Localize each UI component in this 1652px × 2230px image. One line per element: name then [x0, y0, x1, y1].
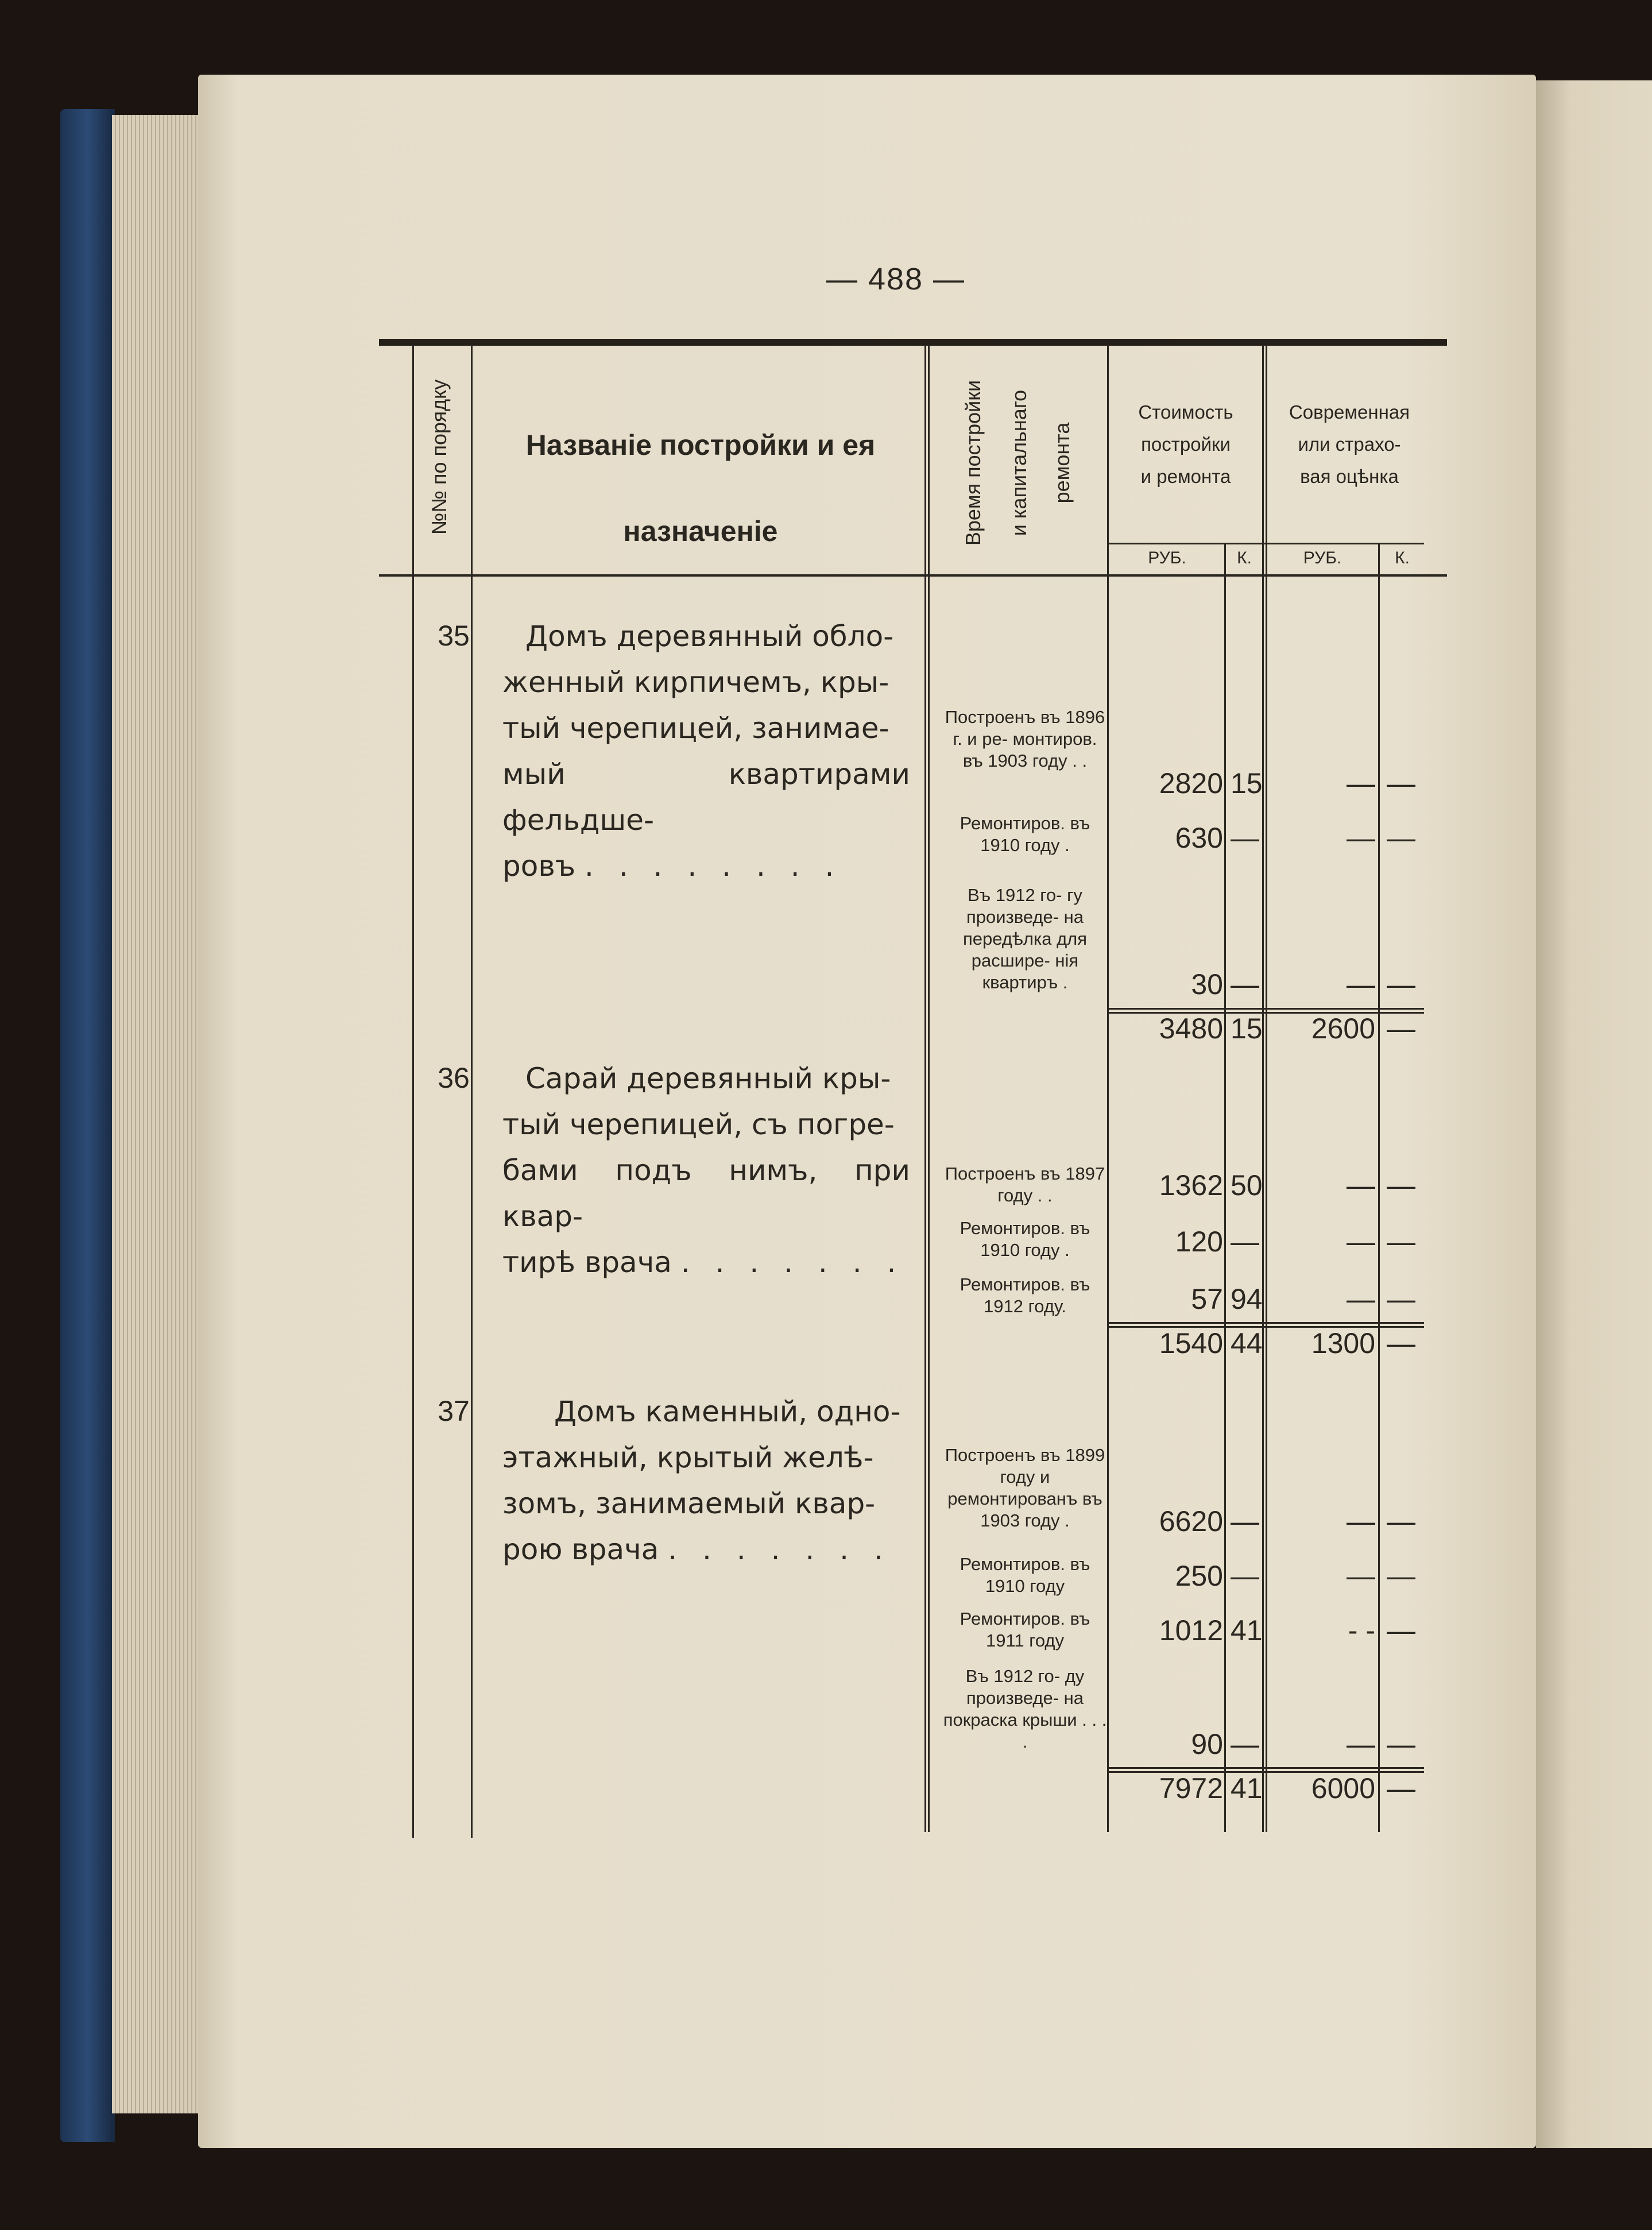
total-insurance-kop: —: [1387, 1772, 1415, 1804]
time-note: Въ 1912 го- ду произведе- на покраска крыши . . . .: [943, 1666, 1107, 1752]
insurance-rub: —: [1347, 968, 1375, 1000]
time-note: Построенъ въ 1899 году и ремонтированъ въ 1903 году .: [945, 1445, 1105, 1531]
time-note: Ремонтиров. въ 1910 году: [960, 1554, 1090, 1596]
insurance-kop: —: [1387, 1283, 1415, 1315]
header-time-line2: и капитальнаго: [1007, 389, 1031, 536]
column-line: [412, 345, 414, 1838]
cost-rub: 2820: [1159, 767, 1223, 799]
insurance-kop: —: [1387, 1728, 1415, 1760]
time-note: Ремонтиров. въ 1910 году .: [960, 813, 1090, 855]
header-bottom-rule: [379, 574, 1447, 577]
insurance-kop: —: [1387, 767, 1415, 799]
column-line: [924, 345, 926, 1832]
cost-rub: 57: [1191, 1283, 1223, 1315]
header-cost-line: и ремонта: [1140, 466, 1231, 487]
total-cost-kop: 44: [1231, 1327, 1263, 1359]
cost-kop: —: [1231, 1728, 1259, 1760]
cost-kop: 50: [1231, 1169, 1263, 1201]
cost-rub: 6620: [1159, 1505, 1223, 1537]
desc-line: женный кирпичемъ, кры-: [502, 666, 889, 699]
unit-rub: РУБ.: [1148, 548, 1186, 567]
header-insurance-line: вая оцѣнка: [1300, 466, 1399, 487]
header-time-line3: ремонта: [1050, 422, 1074, 504]
time-note: Построенъ въ 1897 году . .: [945, 1164, 1105, 1205]
time-note: Построенъ въ 1896 г. и ре- монтиров. въ 1903 году . .: [945, 707, 1105, 771]
insurance-rub: —: [1347, 1169, 1375, 1201]
row-description: [502, 1389, 910, 1572]
leader-dots: . . . . . . . .: [585, 849, 842, 883]
cost-kop: —: [1231, 822, 1259, 854]
insurance-kop: —: [1387, 1560, 1415, 1592]
desc-line: [502, 843, 910, 889]
cost-kop: 15: [1231, 767, 1263, 799]
book-cover-spine: [60, 109, 115, 2142]
insurance-rub: - -: [1348, 1614, 1375, 1647]
desc-line: зомъ, занимаемый квар-: [502, 1487, 876, 1520]
row-number: 37: [438, 1395, 470, 1427]
time-note: Ремонтиров. въ 1912 году.: [960, 1274, 1090, 1316]
desc-last: ровъ: [502, 849, 576, 883]
cost-kop: —: [1231, 1505, 1259, 1537]
insurance-kop: —: [1387, 968, 1415, 1000]
leader-dots: . . . . . . .: [668, 1533, 891, 1566]
column-line: [928, 345, 930, 1832]
adjacent-page: [1536, 80, 1652, 2148]
desc-last: рою врача: [502, 1533, 659, 1566]
insurance-kop: —: [1387, 1614, 1415, 1647]
row-description: [502, 1056, 910, 1285]
total-insurance-kop: —: [1387, 1327, 1415, 1359]
leader-dots: . . . . . . .: [680, 1246, 904, 1279]
cost-kop: —: [1231, 1560, 1259, 1592]
insurance-rub: —: [1347, 1226, 1375, 1258]
header-name: [482, 402, 919, 574]
unit-kop: К.: [1237, 548, 1252, 567]
insurance-rub: —: [1347, 822, 1375, 854]
desc-line: Домъ деревянный обло-: [525, 620, 894, 653]
desc-line: тый черепицей, съ погре-: [502, 1108, 895, 1141]
total-insurance-rub: 1300: [1311, 1327, 1375, 1359]
cost-rub: 120: [1175, 1226, 1223, 1258]
time-note: Въ 1912 го- гу произведе- на передѣлка для расшире- нія квартиръ .: [962, 885, 1088, 992]
desc-line: бами подъ нимъ, при квар-: [502, 1154, 910, 1233]
total-cost-rub: 7972: [1159, 1772, 1223, 1804]
cost-rub: 90: [1191, 1728, 1223, 1760]
column-line: [1378, 543, 1380, 1832]
header-cost-line: постройки: [1141, 434, 1231, 455]
insurance-rub: —: [1347, 1728, 1375, 1760]
header-top-rule: [379, 339, 1447, 346]
insurance-kop: —: [1387, 1169, 1415, 1201]
total-insurance-kop: —: [1387, 1012, 1415, 1045]
insurance-rub: —: [1347, 1283, 1375, 1315]
cost-kop: 41: [1231, 1614, 1263, 1647]
total-cost-rub: 3480: [1159, 1012, 1223, 1045]
total-insurance-rub: 6000: [1311, 1772, 1375, 1804]
total-cost-rub: 1540: [1159, 1327, 1223, 1359]
insurance-kop: —: [1387, 1505, 1415, 1537]
column-line: [1262, 345, 1264, 1832]
insurance-rub: —: [1347, 767, 1375, 799]
row-number: 35: [438, 620, 470, 652]
cost-kop: —: [1231, 1226, 1259, 1258]
cost-rub: 630: [1175, 822, 1223, 854]
insurance-rub: —: [1347, 1560, 1375, 1592]
desc-last: тирѣ врача: [502, 1246, 672, 1279]
desc-line: Домъ каменный, одно-: [554, 1395, 901, 1428]
cost-rub: 30: [1191, 968, 1223, 1000]
insurance-kop: —: [1387, 1226, 1415, 1258]
cost-rub: 1362: [1159, 1169, 1223, 1201]
cost-rub: 250: [1175, 1560, 1223, 1592]
cost-kop: —: [1231, 968, 1259, 1000]
subtotal-rule: [1107, 1008, 1424, 1010]
cost-kop: 94: [1231, 1283, 1263, 1315]
header-name-line1: Названіе постройки и ея: [525, 429, 876, 461]
cost-rub: 1012: [1159, 1614, 1223, 1647]
header-insurance-line: Современная: [1289, 401, 1410, 423]
subtotal-rule: [1107, 1322, 1424, 1324]
total-cost-kop: 41: [1231, 1772, 1263, 1804]
desc-line: мый квартирами фельдше-: [502, 757, 910, 837]
total-insurance-rub: 2600: [1311, 1012, 1375, 1045]
desc-line: [502, 1526, 910, 1572]
unit-rub: РУБ.: [1303, 548, 1342, 567]
insurance-rub: —: [1347, 1505, 1375, 1537]
row-number: 36: [438, 1062, 470, 1094]
header-name-line2: назначеніе: [623, 515, 778, 547]
time-note: Ремонтиров. въ 1910 году .: [960, 1218, 1090, 1260]
page-edges: [112, 115, 204, 2113]
desc-line: Сарай деревянный кры-: [525, 1062, 891, 1095]
header-time-line1: Время постройки: [961, 380, 985, 546]
unit-kop: К.: [1395, 548, 1410, 567]
desc-line: этажный, крытый желѣ-: [502, 1441, 874, 1474]
header-number: №№ по порядку: [427, 379, 451, 535]
header-cost: [1111, 396, 1260, 493]
time-note: Ремонтиров. въ 1911 году: [960, 1609, 1090, 1651]
subtotal-rule: [1107, 1767, 1424, 1769]
header-insurance: [1266, 396, 1433, 493]
header-cost-line: Стоимость: [1138, 401, 1233, 423]
header-insurance-line: или страхо-: [1298, 434, 1401, 455]
page-number: — 488 —: [826, 262, 966, 296]
total-cost-kop: 15: [1231, 1012, 1263, 1045]
desc-line: тый черепицей, занимае-: [502, 712, 889, 745]
row-description: [502, 613, 910, 889]
insurance-kop: —: [1387, 822, 1415, 854]
desc-line: [502, 1239, 910, 1285]
